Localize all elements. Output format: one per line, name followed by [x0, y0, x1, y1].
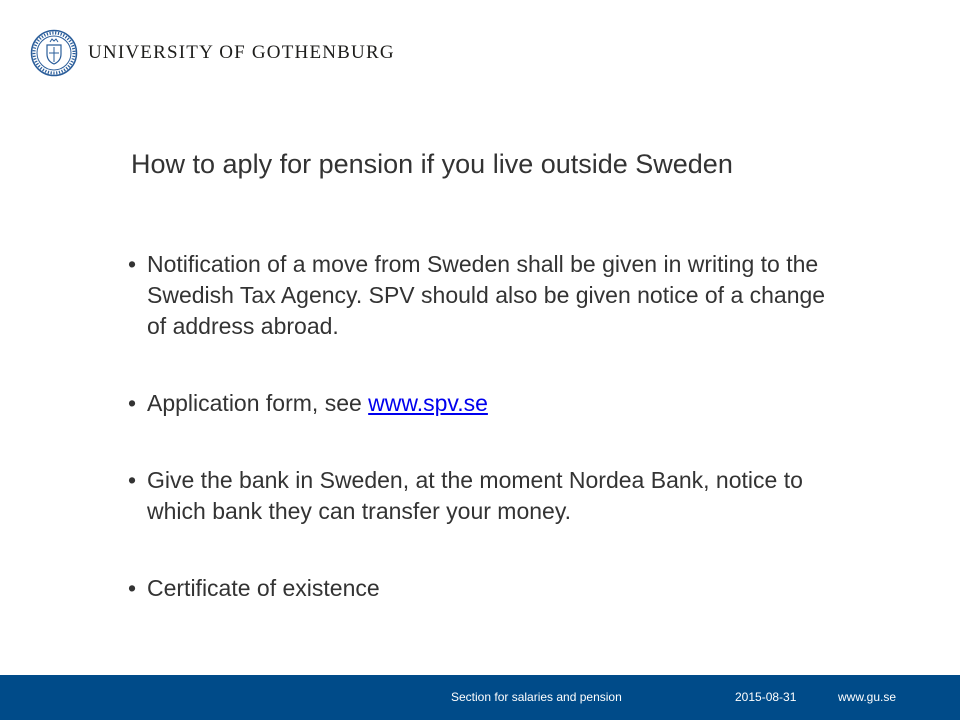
bullet-text: Notification of a move from Sweden shall be given in writing to the Swedish Tax Agency. SPV should also be given notice of a change of address abroad.	[147, 251, 826, 339]
bullet-text: Certificate of existence	[147, 575, 380, 601]
bullet-glyph: •	[128, 467, 137, 493]
footer-section: Section for salaries and pension	[451, 690, 622, 704]
footer-date: 2015-08-31	[735, 690, 797, 704]
list-item	[128, 465, 848, 527]
header	[30, 28, 395, 78]
bullet-text: Application form, see	[147, 390, 369, 416]
bullet-text: Give the bank in Sweden, at the moment Nordea Bank, notice to which bank they can transfer your money.	[147, 467, 803, 524]
footer-bar	[0, 675, 960, 720]
spv-link[interactable]: www.spv.se	[368, 390, 488, 416]
list-item	[128, 388, 848, 419]
footer-website: www.gu.se	[838, 690, 897, 704]
bullet-list	[128, 249, 848, 604]
university-seal-icon	[30, 29, 78, 77]
bullet-glyph: •	[128, 390, 137, 416]
list-item	[128, 573, 848, 604]
slide-title: How to aply for pension if you live outside Sweden	[131, 149, 733, 179]
list-item	[128, 249, 848, 342]
bullet-glyph: •	[128, 575, 137, 601]
university-name: UNIVERSITY OF GOTHENBURG	[88, 42, 395, 63]
bullet-glyph: •	[128, 251, 137, 277]
